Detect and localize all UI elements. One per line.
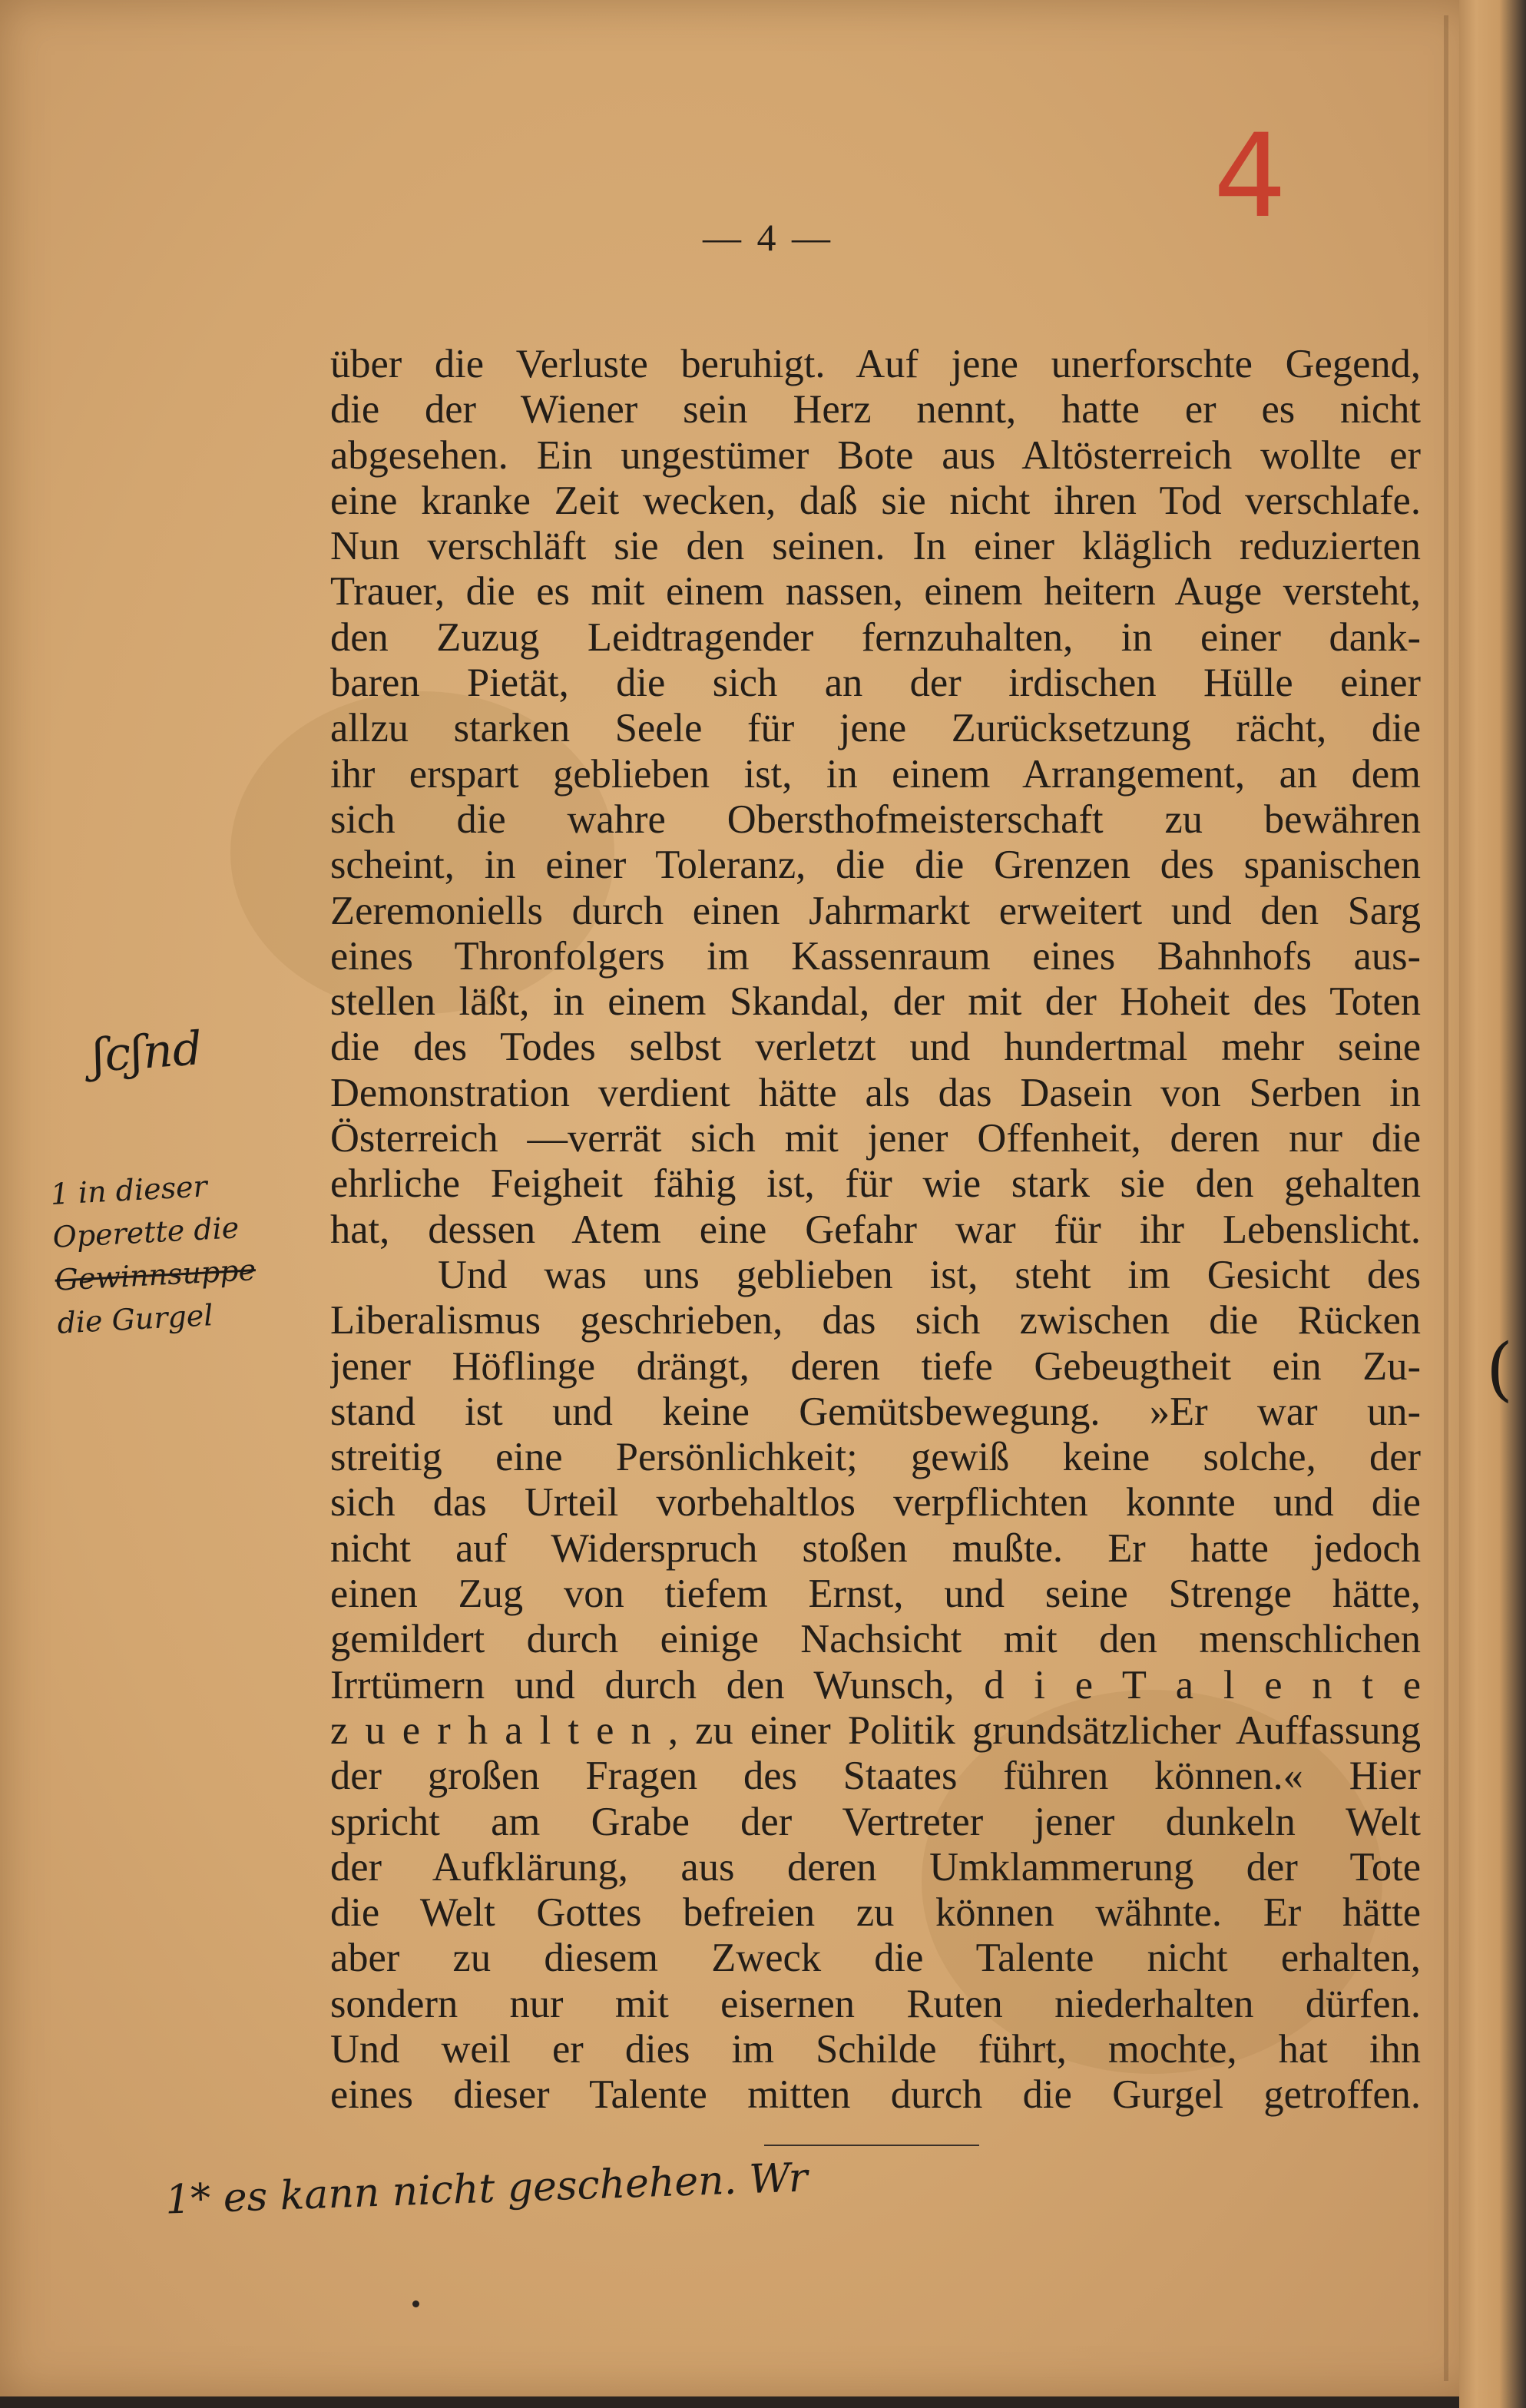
text-line: sich die wahre Obersthofmeisterschaft zu bewähren <box>330 797 1421 842</box>
ink-dot <box>412 2300 419 2307</box>
text-line: Irrtümern und durch den Wunsch, d i e T a l e n t e <box>330 1662 1421 1707</box>
folio-number: 4 <box>1213 110 1287 243</box>
margin-handwriting-note <box>49 1162 259 1344</box>
end-rule <box>764 2145 979 2146</box>
text-line: den Zuzug Leidtragender fernzuhalten, in einer dank- <box>330 614 1421 660</box>
bottom-handwritten-note: 1* es kann nicht geschehen. Wr <box>164 2155 809 2224</box>
text-line: Österreich —verrät sich mit jener Offenheit, deren nur die <box>330 1116 1421 1161</box>
right-margin-bracket: ( <box>1486 1329 1514 1409</box>
text-line: baren Pietät, die sich an der irdischen Hülle einer <box>330 661 1421 706</box>
text-line: die Welt Gottes befreien zu können wähnte. Er hätte <box>330 1890 1421 1936</box>
text-line: jener Höflinge drängt, deren tiefe Gebeugtheit ein Zu- <box>330 1343 1421 1389</box>
text-line: ehrliche Feigheit fähig ist, für wie stark sie den gehalten <box>330 1161 1421 1207</box>
text-line: z u e r h a l t e n , zu einer Politik grundsätzlicher Auffassung <box>330 1707 1421 1753</box>
text-line: nicht auf Widerspruch stoßen mußte. Er hatte jedoch <box>330 1525 1421 1571</box>
text-line: stellen läßt, in einem Skandal, der mit der Hoheit des Toten <box>330 979 1421 1025</box>
text-line: der großen Fragen des Staates führen können.« Hier <box>330 1754 1421 1799</box>
text-line: die der Wiener sein Herz nennt, hatte er es nicht <box>330 387 1421 432</box>
text-line: ihr erspart geblieben ist, in einem Arrangement, an dem <box>330 751 1421 797</box>
text-line: Zeremoniells durch einen Jahrmarkt erweitert und den Sarg <box>330 888 1421 933</box>
text-line: streitig eine Persönlichkeit; gewiß keine solche, der <box>330 1435 1421 1480</box>
text-line: abgesehen. Ein ungestümer Bote aus Altösterreich wollte er <box>330 432 1421 478</box>
text-line: spricht am Grabe der Vertreter jener dunkeln Welt <box>330 1799 1421 1844</box>
text-line: der Aufklärung, aus deren Umklammerung der Tote <box>330 1844 1421 1890</box>
margin-note-line: Operette die <box>51 1211 240 1254</box>
margin-note-line: 1 in dieser <box>49 1169 208 1211</box>
page-fold <box>1444 15 1448 2381</box>
margin-handwriting-word: ʃcʃnd <box>90 1022 204 1083</box>
text-line: eines Thronfolgers im Kassenraum eines Bahnhofs aus- <box>330 933 1421 979</box>
text-line: gemildert durch einige Nachsicht mit den menschlichen <box>330 1617 1421 1662</box>
text-line: Und weil er dies im Schilde führt, mochte, hat ihn <box>330 2026 1421 2072</box>
text-line: Nun verschläft sie den seinen. In einer kläglich reduzierten <box>330 524 1421 569</box>
text-line: einen Zug von tiefem Ernst, und seine Strenge hätte, <box>330 1572 1421 1617</box>
margin-note-line: Gewinnsuppe <box>54 1253 257 1297</box>
text-line: scheint, in einer Toleranz, die die Grenzen des spanischen <box>330 843 1421 888</box>
body-text <box>330 342 1421 2118</box>
text-line: sondern nur mit eisernen Ruten niederhalten dürfen. <box>330 1981 1421 2026</box>
text-line: allzu starken Seele für jene Zurücksetzung rächt, die <box>330 706 1421 751</box>
text-line: hat, dessen Atem eine Gefahr war für ihr Lebenslicht. <box>330 1207 1421 1252</box>
text-line: eines dieser Talente mitten durch die Gurgel getroffen. <box>330 2072 1421 2118</box>
text-line: Und was uns geblieben ist, steht im Gesicht des <box>438 1252 1421 1297</box>
text-line: die des Todes selbst verletzt und hundertmal mehr seine <box>330 1025 1421 1070</box>
margin-note-line: die Gurgel <box>56 1298 214 1340</box>
text-line: über die Verluste beruhigt. Auf jene unerforschte Gegend, <box>330 342 1421 386</box>
text-line: stand ist und keine Gemütsbewegung. »Er war un- <box>330 1389 1421 1434</box>
text-line: Trauer, die es mit einem nassen, einem heitern Auge versteht, <box>330 569 1421 614</box>
text-line: Liberalismus geschrieben, das sich zwischen die Rücken <box>330 1298 1421 1343</box>
text-line: eine kranke Zeit wecken, daß sie nicht ihren Tod verschlafe. <box>330 478 1421 523</box>
text-line: aber zu diesem Zweck die Talente nicht erhalten, <box>330 1936 1421 1981</box>
page-number: — 4 — <box>703 216 833 259</box>
text-line: Demonstration verdient hätte als das Dasein von Serben in <box>330 1070 1421 1115</box>
text-line: sich das Urteil vorbehaltlos verpflichten konnte und die <box>330 1480 1421 1525</box>
page-edge <box>1459 0 1526 2408</box>
